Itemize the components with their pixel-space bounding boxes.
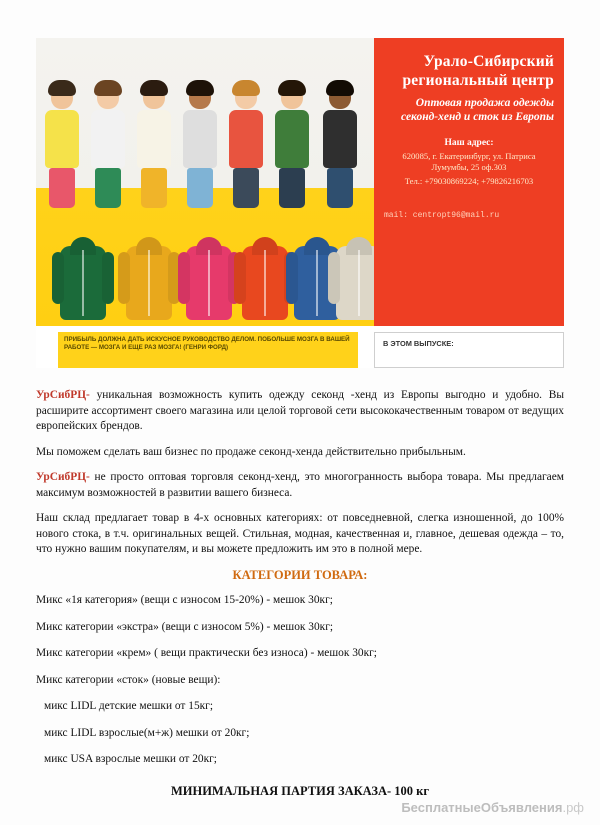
jacket-item xyxy=(60,246,106,320)
child-figure xyxy=(134,85,174,208)
paragraph-3 xyxy=(36,470,564,501)
paragraph-1 xyxy=(36,388,564,435)
child-figure xyxy=(88,85,128,208)
paragraph-3-text: не просто оптовая торговля секонд-хенд, это многогранность выбора товара. Мы предлагаем максимум возможностей в развитии вашего бизнеса. xyxy=(36,471,564,499)
brand-name: УрСибРЦ- xyxy=(36,471,90,483)
child-figure xyxy=(272,85,312,208)
jacket-item xyxy=(242,246,288,320)
issue-contents-box: В ЭТОМ ВЫПУСКЕ: xyxy=(374,332,564,368)
categories-heading: КАТЕГОРИИ ТОВАРА: xyxy=(232,567,368,582)
category-item: микс LIDL детские мешки от 15кг; xyxy=(44,700,214,712)
address-heading: Наш адрес: xyxy=(444,138,494,148)
brand-name: УрСибРЦ- xyxy=(36,389,90,401)
category-item: микс USA взрослые мешки от 20кг; xyxy=(44,753,217,765)
email-text: mail: centropt96@mail.ru xyxy=(384,211,500,220)
quote-banner: ПРИБЫЛЬ ДОЛЖНА ДАТЬ ИСКУСНОЕ РУКОВОДСТВО ДЕЛОМ. ПОБОЛЬШЕ МОЗГА В ВАШЕЙ РАБОТЕ — МОЗГА И ЕЩЕ РАЗ МОЗГА! (ГЕНРИ ФОРД) xyxy=(58,332,358,368)
child-figure xyxy=(42,85,82,208)
company-title: Урало-Сибирский региональный центр xyxy=(402,53,554,89)
watermark-suffix: .рф xyxy=(562,800,584,815)
jacket-item xyxy=(126,246,172,320)
paragraph-2: Мы поможем сделать ваш бизнес по продаже секонд-хенда действительно прибыльным. xyxy=(36,445,466,458)
category-item: микс LIDL взрослые(м+ж) мешки от 20кг; xyxy=(44,726,250,739)
jacket-item xyxy=(336,246,374,320)
minimum-order-text: МИНИМАЛЬНАЯ ПАРТИЯ ЗАКАЗА- 100 кг xyxy=(170,783,430,798)
category-item: Микс категории «крем» ( вещи практически без износа) - мешок 30кг; xyxy=(36,647,377,659)
company-subtitle: Оптовая продажа одежды секонд-хенд и сток из Европы xyxy=(401,97,554,123)
category-item: Микс категории «сток» (новые вещи): xyxy=(36,673,221,686)
photo-collage xyxy=(36,38,374,326)
category-item: Микс категории «экстра» (вещи с износом 5%) - мешок 30кг; xyxy=(36,620,334,633)
advertisement-panel xyxy=(374,38,564,326)
watermark xyxy=(401,800,584,815)
child-figure xyxy=(226,85,266,208)
child-figure xyxy=(320,85,360,208)
body-copy xyxy=(36,388,564,799)
jacket-item xyxy=(186,246,232,320)
flyer-image xyxy=(36,38,564,368)
category-item: Микс «1я категория» (вещи с износом 15-20%) - мешок 30кг; xyxy=(36,594,333,606)
phone-text: Тел.: +79030869224; +79826216703 xyxy=(404,176,534,186)
child-figure xyxy=(180,85,220,208)
paragraph-4: Наш склад предлагает товар в 4-х основных категориях: от повседневной, слегка изношенной, до 100% нового стока, в т.ч. оригинальных вещей. Стильная, модная, качественная и, главное, дешевая одежда – то, что нужно вашим покупателям, и вы можете предложить им это в полной мере. xyxy=(36,512,564,555)
paragraph-1-text: уникальная возможность купить одежду секонд -хенд из Европы выгодно и удобно. Вы расширите ассортимент своего магазина или целой торговой сети высококачественным товаром от ведущих европейских брендов. xyxy=(36,389,564,432)
watermark-bold: БесплатныеОбъявления xyxy=(401,800,563,815)
address-text: 620085, г. Екатеринбург, ул. Патриса Лумумбы, 25 оф.303 xyxy=(402,151,536,172)
